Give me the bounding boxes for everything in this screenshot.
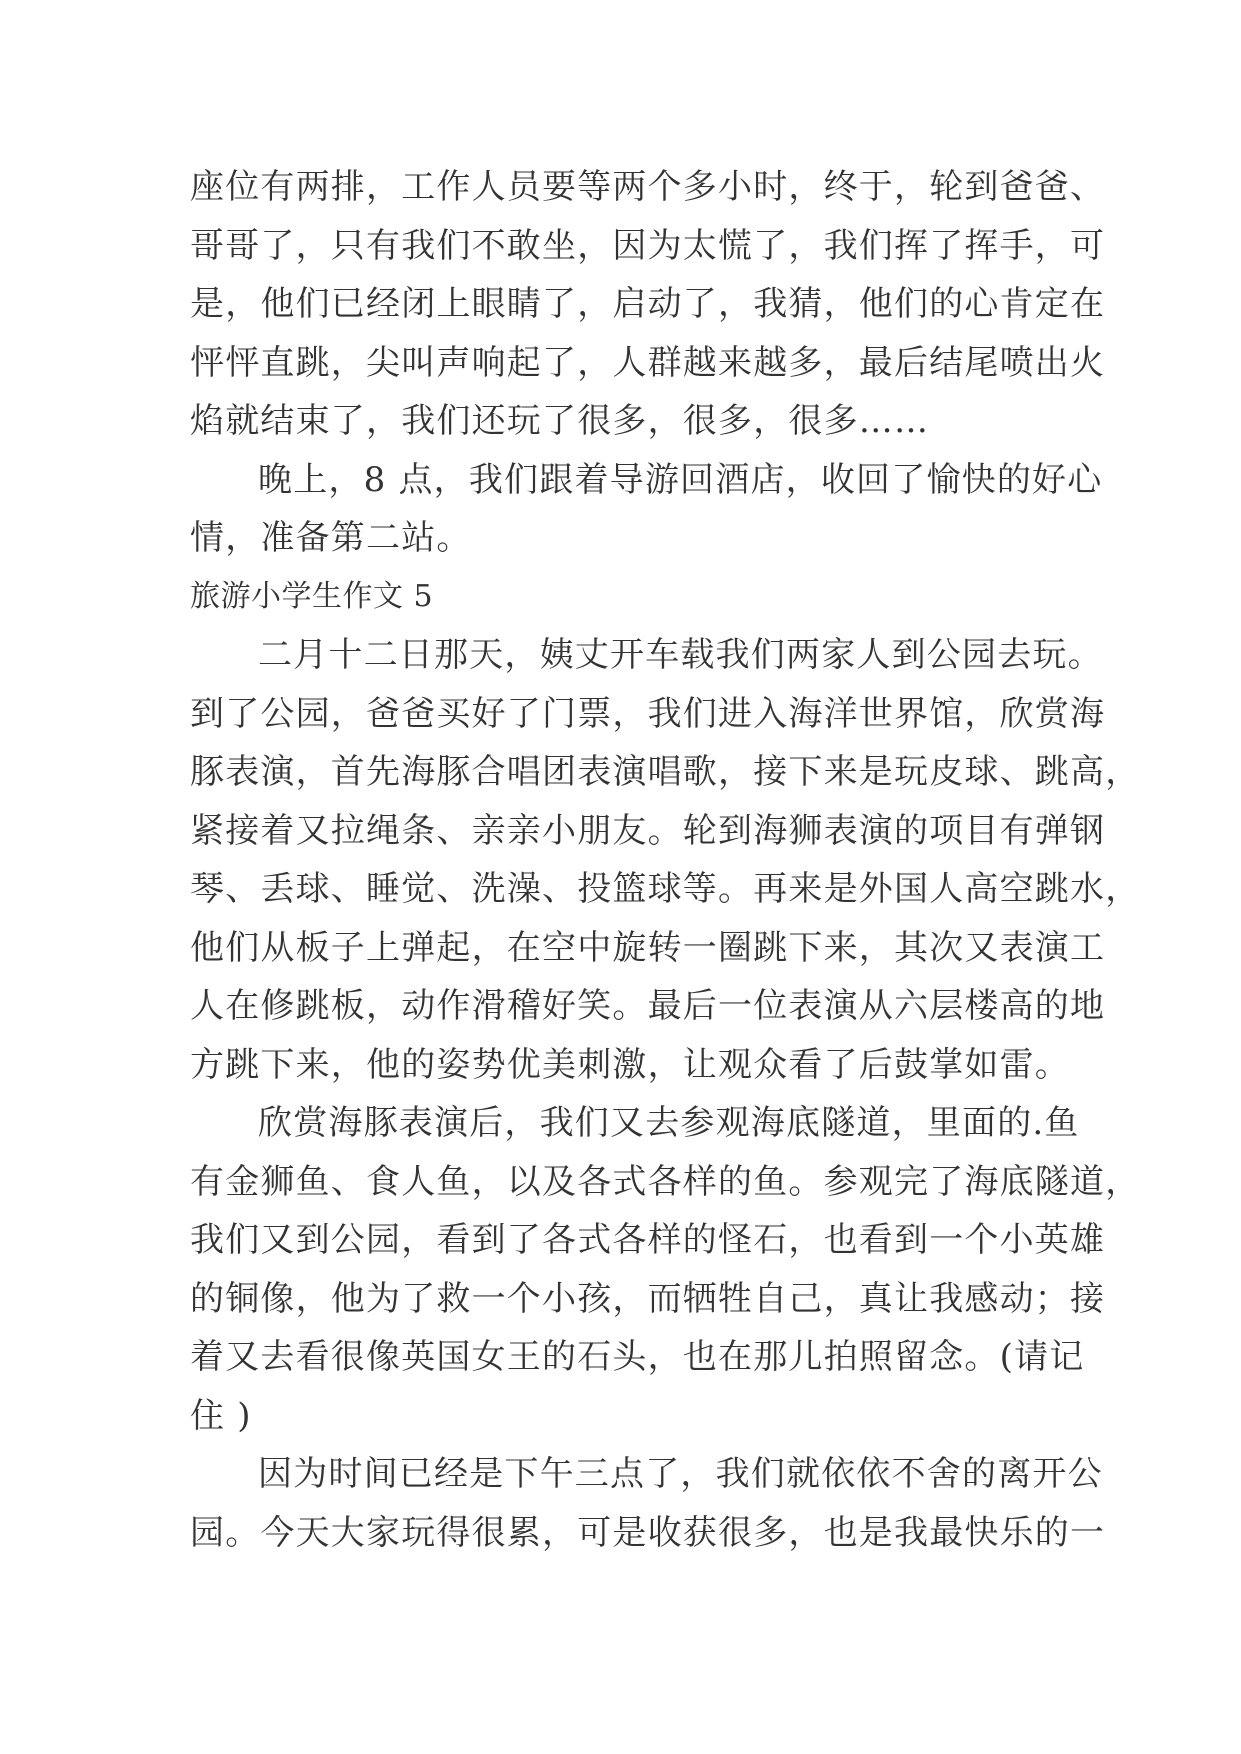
text-line: 因为时间已经是下午三点了，我们就依依不舍的离开公 [258,1454,1103,1494]
text-line: 琴、丢球、睡觉、洗澡、投篮球等。再来是外国人高空跳水， [190,869,1141,909]
text-line: 他们从板子上弹起，在空中旋转一圈跳下来，其次又表演工 [190,927,1106,968]
text-line: 哥哥了，只有我们不敢坐，因为太慌了，我们挥了挥手，可 [190,225,1106,266]
text-line: 的铜像，他为了救一个小孩，而牺牲自己，真让我感动；接 [190,1278,1106,1319]
text-line: 豚表演，首先海豚合唱团表演唱歌，接下来是玩皮球、跳高， [190,752,1141,792]
text-line: 怦怦直跳，尖叫声响起了，人群越来越多，最后结尾喷出火 [190,342,1106,383]
text-line: 欣赏海豚表演后，我们又去参观海底隧道，里面的.鱼 [258,1103,1080,1143]
text-line: 座位有两排，工作人员要等两个多小时，终于，轮到爸爸、 [190,167,1106,207]
text-line: 晚上，8 点，我们跟着导游回酒店，收回了愉快的好心 [258,459,1103,500]
text-line: 我们又到公园，看到了各式各样的怪石，也看到一个小英雄 [190,1220,1106,1260]
section-heading: 旅游小学生作文 5 [190,578,434,614]
text-line: 二月十二日那天，姨丈开车载我们两家人到公园去玩。 [258,635,1103,675]
text-line: 方跳下来，他的姿势优美刺激，让观众看了后鼓掌如雷。 [190,1044,1070,1085]
text-line: 是，他们已经闭上眼睛了，启动了，我猜，他们的心肯定在 [190,284,1106,324]
text-line: 住 ) [190,1395,252,1436]
text-line: 人在修跳板，动作滑稽好笑。最后一位表演从六层楼高的地 [190,986,1106,1026]
text-line: 焰就结束了，我们还玩了很多，很多，很多…… [190,401,930,441]
text-line: 有金狮鱼、食人鱼，以及各式各样的鱼。参观完了海底隧道， [190,1161,1141,1202]
text-line: 园。今天大家玩得很累，可是收获很多，也是我最快乐的一 [190,1512,1106,1553]
document-body [190,158,1141,1562]
text-line: 到了公园，爸爸买好了门票，我们进入海洋世界馆，欣赏海 [190,693,1106,734]
text-line: 情，准备第二站。 [190,518,472,558]
text-line: 着又去看很像英国女王的石头，也在那儿拍照留念。(请记 [190,1337,1085,1377]
text-line: 紧接着又拉绳条、亲亲小朋友。轮到海狮表演的项目有弹钢 [190,810,1106,851]
